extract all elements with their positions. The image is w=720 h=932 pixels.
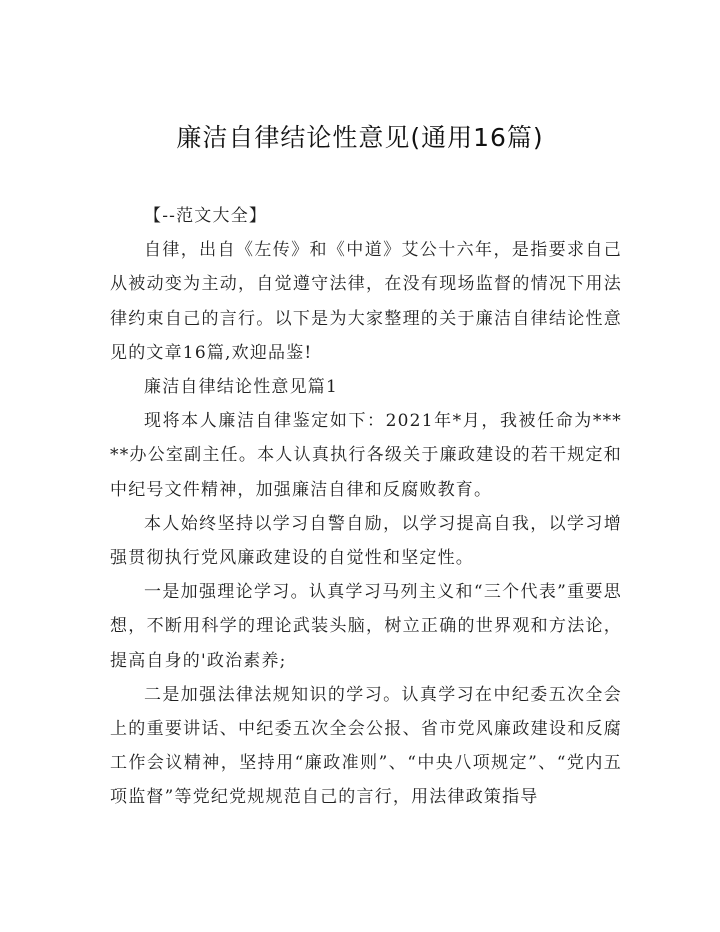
body-paragraph: 现将本人廉洁自律鉴定如下：2021年*月，我被任命为*****办公室副主任。本人认真执行各级关于廉政建设的若干规定和中纪号文件精神，加强廉洁自律和反腐败教育。 [110,411,622,500]
section-heading: 廉洁自律结论性意见篇1 [144,377,339,398]
body-paragraph: 二是加强法律法规知识的学习。认真学习在中纪委五次全会上的重要讲话、中纪委五次全会公报、省市党风廉政建设和反腐工作会议精神，坚持用“廉政准则”、“中央八项规定”、“党内五项监督”等党纪党规规范自己的言行，用法律政策指导 [110,684,622,808]
body-paragraph: 本人始终坚持以学习自警自励，以学习提高自我，以学习增强贯彻执行党风廉政建设的自觉性和坚定性。 [110,513,622,569]
intro-paragraph: 自律，出自《左传》和《中道》艾公十六年，是指要求自己从被动变为主动，自觉遵守法律，在没有现场监督的情况下用法律约束自己的言行。以下是为大家整理的关于廉洁自律结论性意见的文章16篇,欢迎品鉴! [110,240,622,363]
body-paragraph: 一是加强理论学习。认真学习马列主义和“三个代表”重要思想，不断用科学的理论武装头脑，树立正确的世界观和方法论，提高自身的'政治素养; [110,582,622,671]
source-tag: 【--范文大全】 [144,206,268,226]
document-body [110,199,622,815]
document-title: 廉洁自律结论性意见(通用16篇) [176,123,544,152]
